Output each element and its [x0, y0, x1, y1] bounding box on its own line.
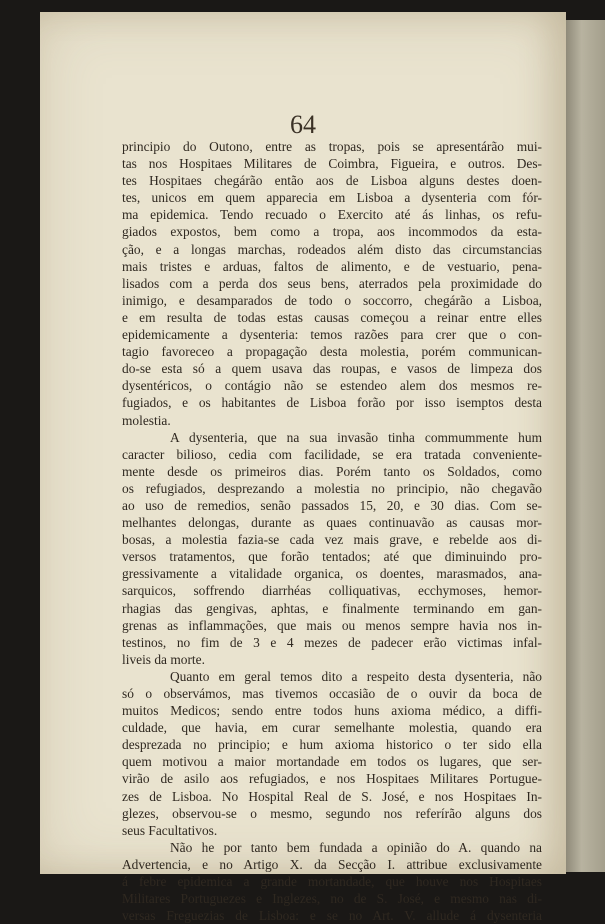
page-number: 64 — [290, 110, 316, 139]
adjacent-page-edge — [566, 20, 605, 872]
text-line: fugiados, e os habitantes de Lisboa forão por isso isemptos desta — [122, 395, 542, 411]
text-line: mais tristes e arduas, faltos de alimento, e de vestuario, pena- — [122, 258, 542, 274]
text-line: melhantes delongas, durante as quaes continuavão as causas mor- — [122, 515, 542, 531]
text-line: ção, e a longas marchas, rodeados além disto das circumstancias — [122, 241, 542, 257]
text-line: tes Hospitaes chegárão então aos de Lisboa alguns destes doen- — [122, 173, 542, 189]
text-line: Militares Portuguezes e Inglezes, no de S. José, e mesmo nas di- — [122, 891, 542, 907]
text-line: sarquicos, soffrendo diarrhéas colliquativas, ecchymoses, hemor- — [122, 583, 542, 599]
text-line: grenas as inflammações, que mais ou menos sempre havia nos in- — [122, 617, 542, 633]
text-line: A dysenteria, que na sua invasão tinha commummente hum — [170, 429, 542, 445]
text-line: culdade, que havia, em curar semelhante molestia, quando era — [122, 720, 542, 736]
text-line: os refugiados, desprezando a molestia no principio, não chegavão — [122, 480, 542, 496]
text-line: zes de Lisboa. No Hospital Real de S. José, e nos Hospitaes In- — [122, 788, 542, 804]
text-line: epidemicamente a dysenteria: temos razões para crer que o con- — [122, 327, 542, 343]
text-line: lisados com a perda dos seus bens, aterrados pela proximidade do — [122, 275, 542, 291]
text-line: seus Facultativos. — [122, 822, 218, 838]
text-line: rhagias das gengivas, aphtas, e finalmente terminando em gan- — [122, 600, 542, 616]
text-line: tagio favoreceo a propagação desta molestia, porém communican- — [122, 344, 542, 360]
text-line: liveis da morte. — [122, 651, 205, 667]
text-line: quem motivou a maior mortandade em todos os lugares, que ser- — [122, 754, 542, 770]
text-line: e em resulta de todas estas causas começou a reinar entre elles — [122, 309, 542, 325]
text-line: tas nos Hospitaes Militares de Coimbra, Figueira, e outros. Des- — [122, 156, 542, 172]
text-line: glezes, observou-se o mesmo, segundo nos referírão alguns dos — [122, 805, 542, 821]
text-line: versas Freguezias de Lisboa: e se no Art. V. allude á dysenteria — [122, 908, 542, 924]
text-line: versos tratamentos, que forão tentados; até que diminuindo pro- — [122, 549, 542, 565]
text-line: dysentéricos, o contágio não se estendeo alem dos mesmos re- — [122, 378, 542, 394]
text-line: gressivamente a vitalidade organica, os doentes, marasmados, ana- — [122, 566, 542, 582]
text-line: ao uso de remedios, senão passados 15, 20, e 30 dias. Com se- — [122, 497, 542, 513]
text-line: inimigo, e desamparados de todo o soccorro, chegárão a Lisboa, — [122, 292, 542, 308]
text-line: Quanto em geral temos dito a respeito desta dysenteria, não — [170, 668, 542, 684]
text-line: testinos, no fim de 3 e 4 mezes de padecer erão victimas infal- — [122, 634, 542, 650]
body-text — [122, 138, 542, 924]
text-line: mente desde os primeiros dias. Porém tanto os Soldados, como — [122, 463, 542, 479]
text-line: molestia. — [122, 412, 171, 428]
text-line: bosas, a molestia fazia-se cada vez mais grave, e rebelde aos di- — [122, 532, 542, 548]
text-line: do-se esta só a quem usava das roupas, e vasos de limpeza dos — [122, 361, 542, 377]
text-line: giados expostos, bem como a tropa, aos incommodos da esta- — [122, 224, 542, 240]
text-line: só o observámos, mas tivemos occasião de o ouvir da boca de — [122, 686, 542, 701]
text-line: á febre epidemica a grande mortandade, que houve nos Hospitaes — [122, 874, 542, 890]
text-line: principio do Outono, entre as tropas, pois se apresentárão mui- — [122, 139, 542, 154]
text-line: desprezada no principio; e hum axioma historico o ter sido ella — [122, 737, 542, 753]
text-line: tes, unicos em quem apparecia em Lisboa a dysenteria com fór- — [122, 190, 542, 206]
text-line: muitos Medicos; sendo entre todos huns axioma médico, a diffi- — [122, 703, 542, 719]
text-line: Advertencia, e no Artigo X. da Secção I. attribue exclusivamente — [122, 856, 542, 872]
text-line: Não he por tanto bem fundada a opinião do A. quando na — [170, 839, 542, 855]
text-line: ma epidemica. Tendo recuado o Exercito até ás linhas, os refu- — [122, 207, 542, 223]
text-line: caracter bilioso, cedia com facilidade, se era tratada conveniente- — [122, 446, 542, 462]
text-line: virão de asilo aos refugiados, e nos Hospitaes Militares Portugue- — [122, 771, 542, 787]
